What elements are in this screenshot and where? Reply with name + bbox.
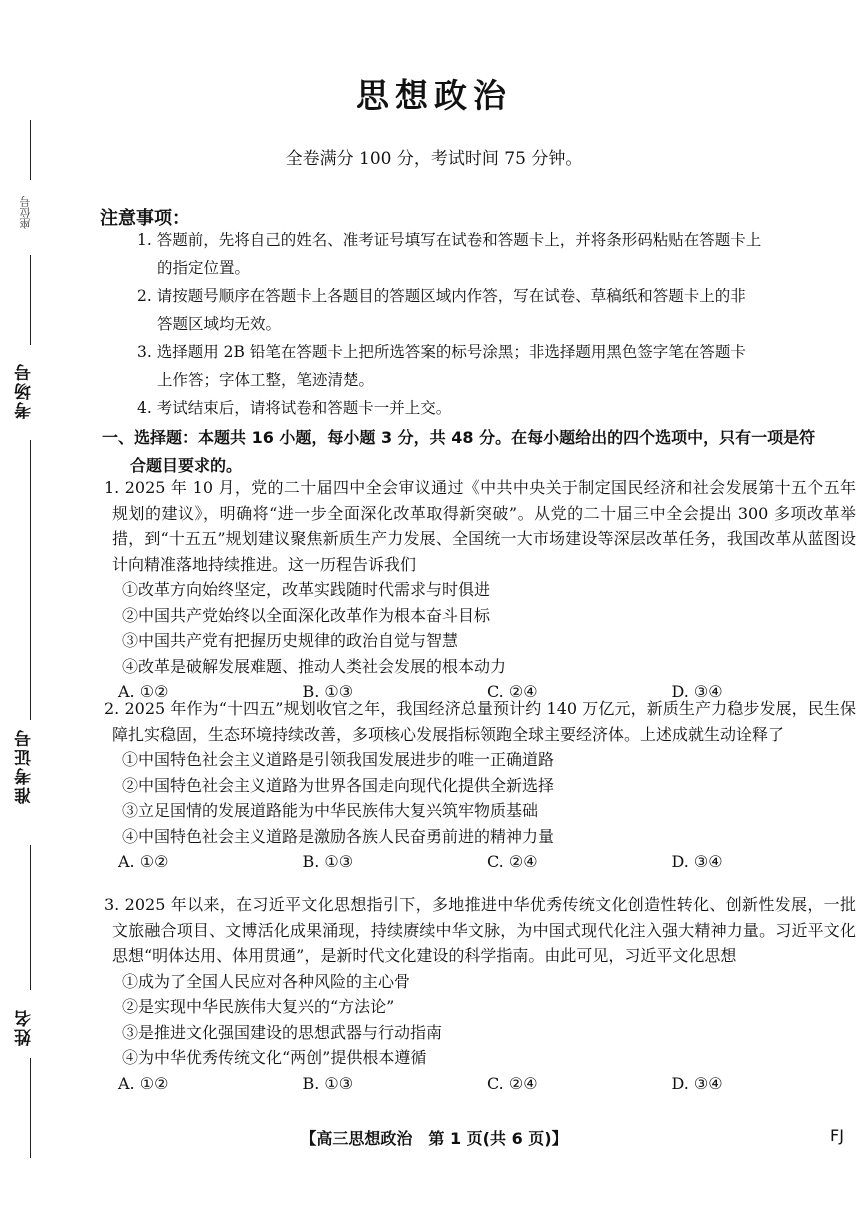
question-stem: 3. 2025 年以来，在习近平文化思想指引下，多地推进中华优秀传统文化创造性转化、创新性发展，一批文旅融合项目、文博活化成果涌现，持续赓续中华文脉，为中国式现代化注入强大精神力量。习近平文化思想“明体达用、体用贯通”，是新时代文化建设的科学指南。由此可见，习近平文化思想 xyxy=(104,895,856,965)
choice-a[interactable]: A. ①② xyxy=(118,1073,169,1093)
seat-number-label: 座位号 xyxy=(19,196,32,229)
statement-option: ②是实现中华民族伟大复兴的“方法论” xyxy=(122,997,395,1016)
statement-option: ②中国共产党始终以全面深化改革作为根本奋斗目标 xyxy=(122,605,491,625)
answer-choices xyxy=(112,849,856,875)
section-heading: 一、选择题：本题共 16 小题，每小题 3 分，共 48 分。在每小题给出的四个选项中，只有一项是符 合题目要求的。 xyxy=(102,428,816,475)
notice-item: 3. 选择题用 2B 铅笔在答题卡上把所选答案的标号涂黑；非选择题用黑色签字笔在答题卡 上作答；字体工整，笔迹清楚。 xyxy=(137,343,746,389)
ticket-number-line[interactable] xyxy=(30,845,31,990)
exam-room-line[interactable] xyxy=(30,440,31,720)
notice-heading: 注意事项： xyxy=(100,208,190,229)
page-title: 思想政治 xyxy=(356,76,512,115)
choice-c[interactable]: C. ②④ xyxy=(487,852,538,871)
notice-list xyxy=(137,226,857,422)
name-label: 姓名 xyxy=(15,1008,35,1046)
statement-option: ④改革是破解发展难题、推动人类社会发展的根本动力 xyxy=(122,656,507,676)
choice-a[interactable]: A. ①② xyxy=(118,852,169,871)
statement-option: ④为中华优秀传统文化“两创”提供根本遵循 xyxy=(122,1048,427,1067)
choice-b[interactable]: B. ①③ xyxy=(302,1073,354,1093)
page-footer: 【高三思想政治 第 1 页(共 6 页)】 xyxy=(300,1129,568,1148)
choice-d[interactable]: D. ③④ xyxy=(671,1073,723,1093)
choice-c[interactable]: C. ②④ xyxy=(487,682,538,701)
question-stem: 1. 2025 年 10 月，党的二十届四中全会审议通过《中共中央关于制定国民经济和社会发展第十五个五年规划的建议》，明确将“进一步全面深化改革取得新突破”。从党的二十届三中全会提出 300 多项改革举措，到“十五五”规划建议聚焦新质生产力发展、全国统一大市场建设等深层改革任务，我国改革从蓝图设计向精准落地持续推进。这一历程告诉我们 xyxy=(104,478,856,574)
notice-item: 4. 考试结束后，请将试卷和答题卡一并上交。 xyxy=(137,399,452,417)
statement-option: ①改革方向始终坚定，改革实践随时代需求与时俱进 xyxy=(122,580,491,599)
choice-d[interactable]: D. ③④ xyxy=(671,682,723,701)
choice-d[interactable]: D. ③④ xyxy=(671,852,723,871)
statement-option: ①中国特色社会主义道路是引领我国发展进步的唯一正确道路 xyxy=(122,750,555,769)
notice-item: 2. 请按题号顺序在答题卡上各题目的答题区域内作答，写在试卷、草稿纸和答题卡上的非 答题区域均无效。 xyxy=(137,287,746,333)
choice-b[interactable]: B. ①③ xyxy=(302,682,354,701)
statement-option: ①成为了全国人民应对各种风险的主心骨 xyxy=(122,971,411,991)
ticket-number-label: 准考证号 xyxy=(15,728,35,804)
binding-margin xyxy=(0,0,90,1227)
margin-line-seat xyxy=(30,255,31,345)
statement-option: ③中国共产党有把握历史规律的政治自觉与智慧 xyxy=(122,631,459,650)
question-2 xyxy=(104,696,856,875)
choice-b[interactable]: B. ①③ xyxy=(302,852,354,871)
exam-info: 全卷满分 100 分，考试时间 75 分钟。 xyxy=(285,149,583,169)
notice-item: 1. 答题前，先将自己的姓名、准考证号填写在试卷和答题卡上，并将条形码粘贴在答题卡上 的指定位置。 xyxy=(137,231,762,277)
choice-a[interactable]: A. ①② xyxy=(118,682,169,701)
statement-option: ③是推进文化强国建设的思想武器与行动指南 xyxy=(122,1022,443,1042)
statement-option: ③立足国情的发展道路能为中华民族伟大复兴筑牢物质基础 xyxy=(122,801,539,820)
question-1 xyxy=(104,475,856,705)
statement-option: ②中国特色社会主义道路为世界各国走向现代化提供全新选择 xyxy=(122,775,555,795)
answer-choices xyxy=(112,1071,856,1097)
choice-c[interactable]: C. ②④ xyxy=(487,1073,538,1093)
question-stem: 2. 2025 年作为“十四五”规划收官之年，我国经济总量预计约 140 万亿元，新质生产力稳步发展，民生保障扎实稳固，生态环境持续改善，多项核心发展指标领跑全球主要经济体。上述成就生动诠释了 xyxy=(104,699,856,744)
exam-room-label: 考场号 xyxy=(15,362,35,419)
paper-code: FJ xyxy=(830,1126,844,1145)
question-3 xyxy=(104,892,856,1096)
statement-option: ④中国特色社会主义道路是激励各族人民奋勇前进的精神力量 xyxy=(122,826,555,846)
